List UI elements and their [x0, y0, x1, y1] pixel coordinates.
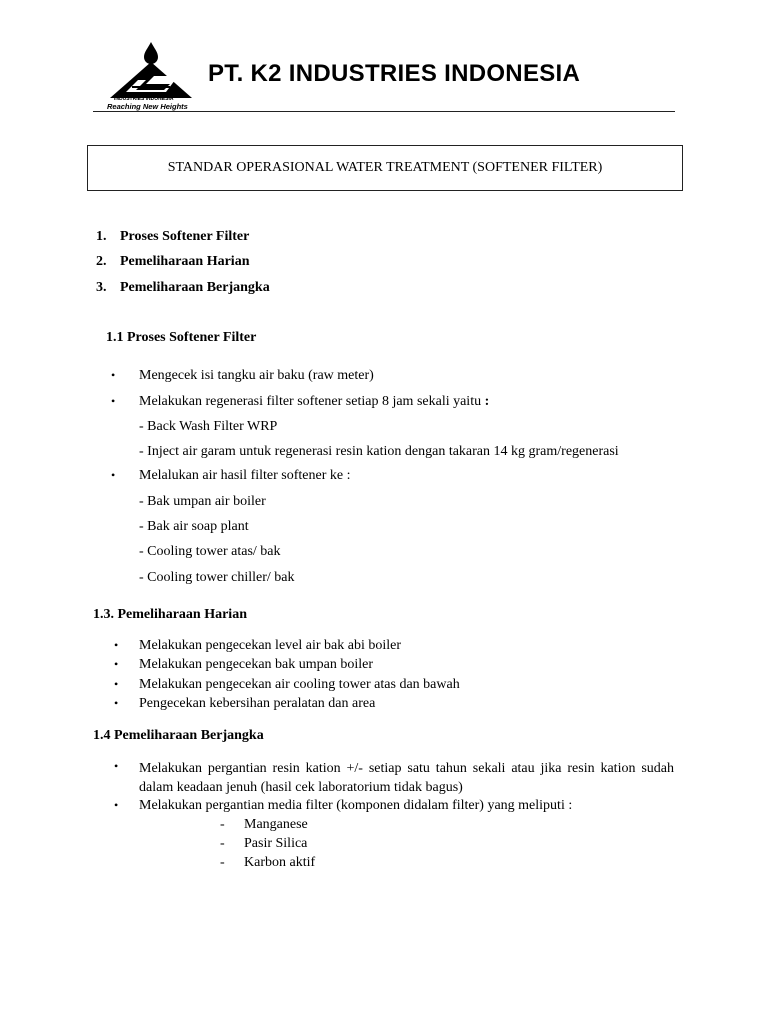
document-title: [87, 145, 683, 191]
list-item-colon: :: [481, 394, 490, 409]
tagline: Reaching New Heights: [107, 102, 188, 111]
list-item: Pengecekan kebersihan peralatan dan area: [139, 696, 376, 711]
list-item: Melakukan pengecekan bak umpan boiler: [139, 657, 374, 672]
logo-mark-icon: [104, 40, 208, 100]
dash-marker: -: [220, 836, 225, 851]
section-heading: 1.3. Pemeliharaan Harian: [93, 607, 247, 622]
list-item-text: Melakukan regenerasi filter softener setiap 8 jam sekali yaitu: [139, 394, 482, 409]
dash-marker: -: [220, 855, 225, 870]
list-item: [139, 394, 489, 410]
sub-item: - Bak air soap plant: [139, 519, 249, 534]
toc-item: [96, 229, 249, 245]
bullet-icon: •: [111, 368, 116, 382]
sub-item: - Bak umpan air boiler: [139, 494, 266, 509]
toc-label: Proses Softener Filter: [120, 229, 250, 244]
toc-number: 2.: [96, 254, 107, 269]
bullet-icon: •: [111, 394, 116, 408]
section-heading: 1.1 Proses Softener Filter: [106, 330, 257, 345]
sub-item: Karbon aktif: [244, 855, 316, 870]
toc-number: 1.: [96, 229, 107, 244]
toc-number: 3.: [96, 280, 107, 295]
list-item: Melakukan pengecekan level air bak abi boiler: [139, 638, 401, 653]
bullet-icon: •: [114, 638, 119, 652]
bullet-icon: •: [114, 677, 119, 691]
list-item: Mengecek isi tangku air baku (raw meter): [139, 368, 374, 383]
bullet-icon: •: [111, 468, 116, 482]
header-divider: [93, 111, 675, 112]
list-item: Melakukan pergantian media filter (komponen didalam filter) yang meliputi :: [139, 798, 573, 813]
bullet-icon: •: [114, 759, 119, 773]
dash-marker: -: [220, 817, 225, 832]
toc-item: [96, 280, 270, 296]
sub-item: Pasir Silica: [244, 836, 308, 851]
sub-item: - Inject air garam untuk regenerasi resin kation dengan takaran 14 kg gram/regenerasi: [139, 444, 619, 459]
list-item: Melakukan pergantian resin kation +/- setiap satu tahun sekali atau jika resin kation sudah dalam keadaan jenuh (hasil cek laboratorium tidak bagus): [139, 761, 674, 795]
toc-label: Pemeliharaan Harian: [120, 254, 250, 269]
bullet-icon: •: [114, 657, 119, 671]
sub-item: Manganese: [244, 817, 308, 832]
company-name: PT. K2 INDUSTRIES INDONESIA: [208, 60, 581, 87]
bullet-icon: •: [114, 696, 119, 710]
toc-label: Pemeliharaan Berjangka: [120, 280, 270, 295]
sub-item: - Cooling tower atas/ bak: [139, 544, 281, 559]
list-item: Melalukan air hasil filter softener ke :: [139, 468, 351, 483]
section-heading: 1.4 Pemeliharaan Berjangka: [93, 728, 264, 743]
toc-item: [96, 254, 250, 270]
bullet-icon: •: [114, 798, 119, 812]
document-title-text: STANDAR OPERASIONAL WATER TREATMENT (SOFTENER FILTER): [167, 160, 603, 175]
sub-item: - Cooling tower chiller/ bak: [139, 570, 295, 585]
list-item: Melakukan pengecekan air cooling tower atas dan bawah: [139, 677, 460, 692]
sub-item: - Back Wash Filter WRP: [139, 419, 278, 434]
logo-text: INDUSTRIES INDONESIA: [114, 96, 174, 102]
